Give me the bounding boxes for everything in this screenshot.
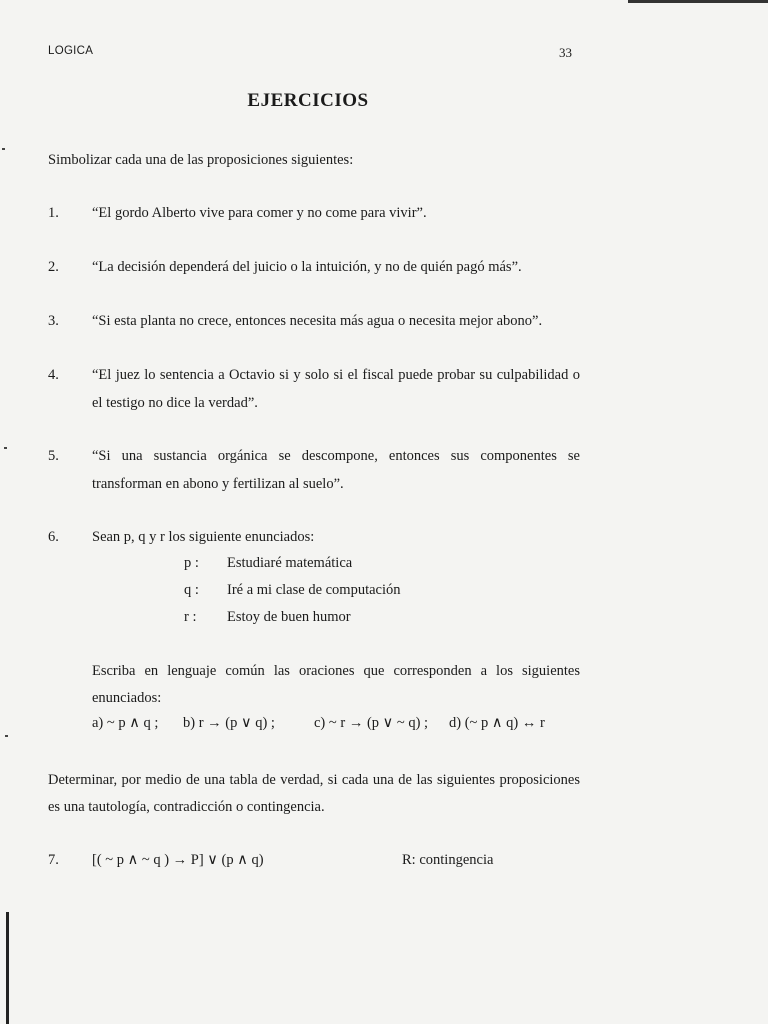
variable-symbol: r : — [184, 609, 197, 625]
item-text: “El gordo Alberto vive para comer y no come para vivir”. — [92, 205, 427, 221]
item-number: 1. — [48, 205, 59, 221]
item-text: “Si esta planta no crece, entonces necesita más agua o necesita mejor abono”. — [92, 313, 543, 329]
variable-meaning: Estudiaré matemática — [227, 555, 353, 571]
item-text: Sean p, q y r los siguiente enunciados: — [92, 529, 315, 545]
variable-meaning: Iré a mi clase de computación — [227, 582, 401, 598]
running-title: LOGICA — [48, 45, 94, 57]
scan-border-top — [628, 0, 768, 3]
item-number: 6. — [48, 529, 59, 545]
page-number: 33 — [559, 45, 572, 60]
item-number: 4. — [48, 367, 59, 383]
page-title: EJERCICIOS — [247, 90, 369, 111]
expression-c: c) ~ r → (p ∨ ~ q) ; — [314, 715, 429, 731]
scan-speck — [2, 148, 5, 150]
item6-instruction: Escriba en lenguaje común las oraciones que corresponden a los siguientes enunciados: — [92, 663, 580, 706]
item-text: “El juez lo sentencia a Octavio si y solo si el fiscal puede probar su culpabilidad o el testigo no dice la verdad”. — [92, 367, 580, 411]
item-text: “La decisión dependerá del juicio o la intuición, y no de quién pagó más”. — [92, 259, 522, 275]
item-text: “Si una sustancia orgánica se descompone, entonces sus componentes se transforman en abono y fertilizan al suelo”. — [92, 448, 580, 492]
intro-text: Simbolizar cada una de las proposiciones siguientes: — [48, 152, 354, 168]
variable-symbol: p : — [184, 555, 199, 571]
variable-meaning: Estoy de buen humor — [227, 609, 351, 625]
item-number: 3. — [48, 313, 59, 329]
item-number: 2. — [48, 259, 59, 275]
scan-speck — [5, 735, 8, 737]
scan-border-left — [6, 912, 9, 1024]
expression-d: d) (~ p ∧ q) ↔ r — [449, 715, 545, 731]
expression-b: b) r → (p ∨ q) ; — [183, 715, 275, 731]
variable-symbol: q : — [184, 582, 199, 598]
item7-answer: R: contingencia — [402, 852, 494, 868]
expression-a: a) ~ p ∧ q ; — [92, 715, 159, 731]
item7-formula: [( ~ p ∧ ~ q ) → P] ∨ (p ∧ q) — [92, 852, 264, 868]
scan-speck — [4, 447, 7, 449]
item-number: 5. — [48, 448, 59, 464]
item-number: 7. — [48, 852, 59, 868]
section2-intro: Determinar, por medio de una tabla de verdad, si cada una de las siguientes proposiciones es una tautología, contradicción o contingencia. — [48, 772, 580, 815]
